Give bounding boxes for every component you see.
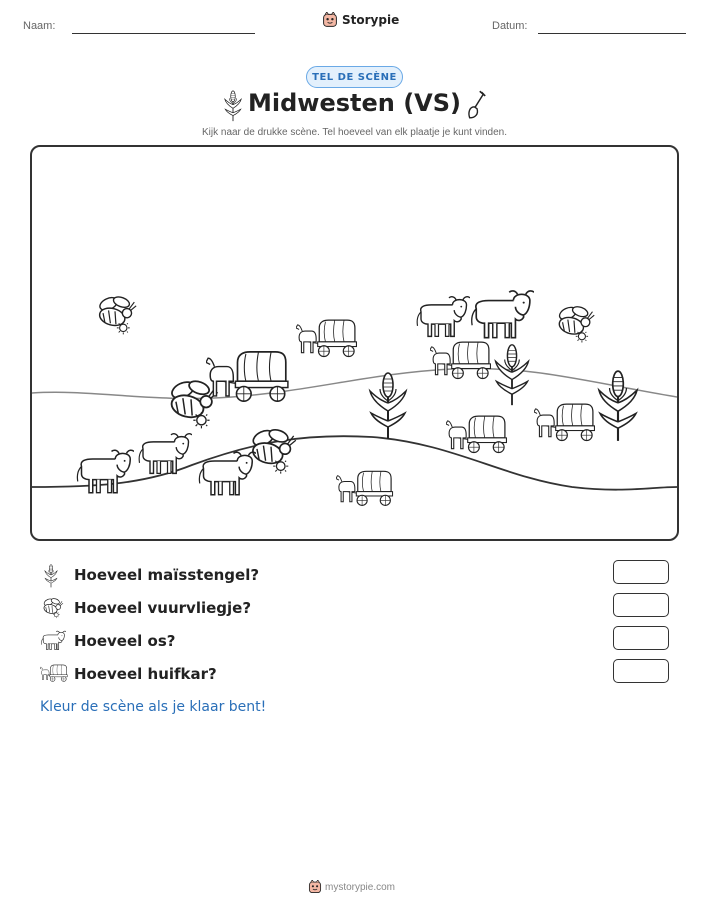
wagon bbox=[206, 352, 288, 401]
instructions: Kijk naar de drukke scène. Tel hoeveel van elk plaatje je kunt vinden. bbox=[201, 127, 507, 138]
question-label: Hoeveel vuurvliegje? bbox=[74, 599, 252, 617]
wagon bbox=[336, 471, 393, 505]
answer-box[interactable] bbox=[613, 560, 669, 584]
firefly bbox=[169, 379, 218, 429]
corn-icon bbox=[40, 564, 62, 588]
ox bbox=[417, 297, 470, 337]
question-label: Hoeveel os? bbox=[74, 632, 176, 650]
wagon bbox=[446, 416, 506, 452]
site-footer bbox=[308, 880, 395, 894]
ox bbox=[472, 291, 534, 338]
storypie-logo bbox=[322, 12, 399, 28]
corn-stalk bbox=[496, 345, 529, 405]
corn-stalk bbox=[370, 373, 406, 439]
firefly bbox=[98, 295, 137, 334]
brand-name: Storypie bbox=[342, 13, 400, 27]
date-line[interactable] bbox=[538, 33, 686, 34]
question-row bbox=[40, 662, 670, 688]
question-label: Hoeveel huifkar? bbox=[74, 665, 217, 683]
badge: TEL DE SCÈNE bbox=[306, 66, 403, 88]
firefly bbox=[557, 305, 594, 343]
ox-icon bbox=[40, 630, 66, 652]
site-url: mystorypie.com bbox=[325, 881, 396, 893]
wagon bbox=[296, 320, 356, 356]
question-label: Hoeveel maïsstengel? bbox=[74, 566, 260, 584]
firefly bbox=[251, 427, 296, 473]
answer-box[interactable] bbox=[613, 626, 669, 650]
scene-illustration bbox=[32, 147, 677, 539]
question-row bbox=[40, 629, 670, 655]
coloring-note: Kleur de scène als je klaar bent! bbox=[40, 699, 267, 715]
question-row bbox=[40, 596, 670, 622]
name-line[interactable] bbox=[72, 33, 255, 34]
scene-panel bbox=[30, 145, 679, 541]
answer-box[interactable] bbox=[613, 659, 669, 683]
firefly-icon bbox=[40, 597, 64, 619]
wagon bbox=[430, 342, 490, 378]
corn-stalk bbox=[599, 371, 637, 441]
answer-box[interactable] bbox=[613, 593, 669, 617]
name-label: Naam: bbox=[23, 20, 56, 32]
storypie-logo-icon bbox=[322, 12, 338, 28]
date-label: Datum: bbox=[492, 20, 528, 32]
question-row bbox=[40, 563, 670, 589]
wagon-icon bbox=[40, 663, 68, 683]
storypie-logo-icon bbox=[308, 880, 322, 894]
shovel-icon bbox=[466, 90, 488, 120]
page-title: Midwesten (VS) bbox=[247, 89, 461, 117]
wagon bbox=[534, 404, 594, 440]
